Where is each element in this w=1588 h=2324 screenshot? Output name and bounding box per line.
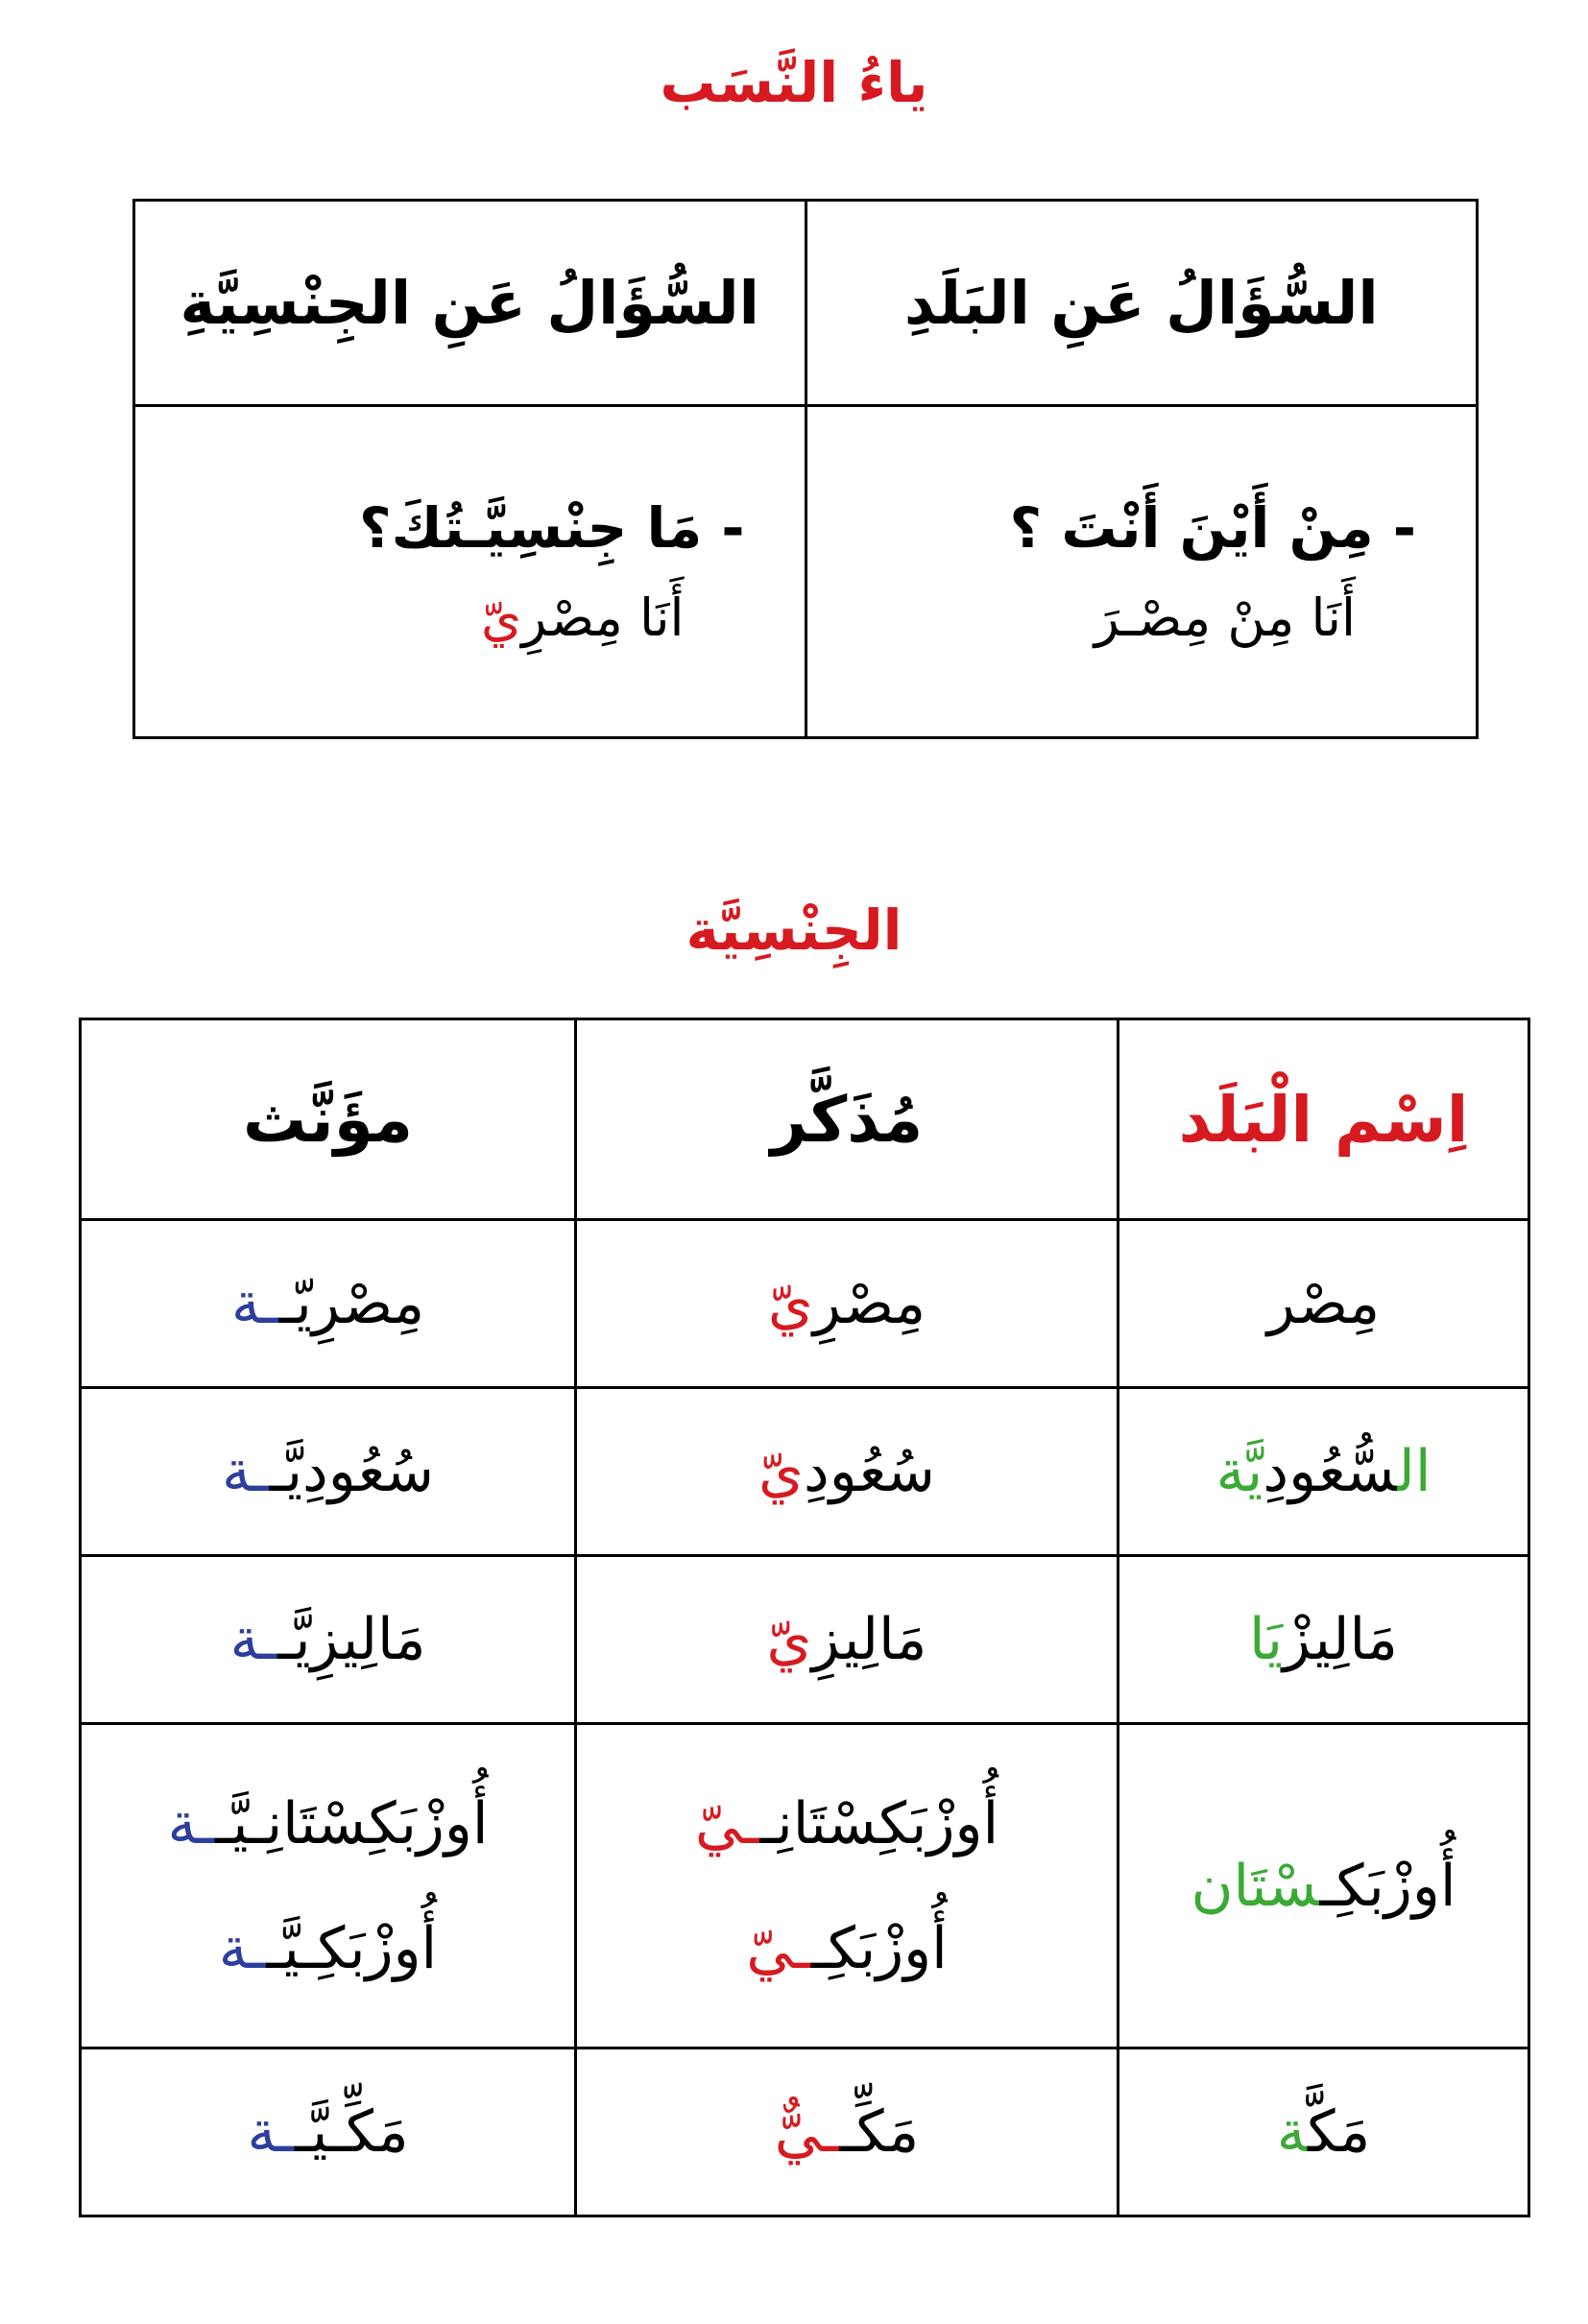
- word-base: مِصْرِ: [812, 1270, 926, 1337]
- word-suffix: ة: [1276, 2098, 1308, 2166]
- table-row: [81, 1724, 1529, 2048]
- nationality-table: [79, 1018, 1530, 2217]
- header-feminine: مؤَنَّث: [81, 1019, 576, 1220]
- word-suffix: ـة: [229, 1606, 278, 1673]
- section-title-nisba: ياءُ النَّسَب: [660, 50, 928, 115]
- country-cell: [1119, 2048, 1529, 2216]
- country-cell: [1119, 1724, 1529, 2048]
- word-suffix: ـة: [167, 1789, 216, 1857]
- word-suffix: يّ: [766, 1606, 812, 1673]
- word-base: أُوزْبَكِـيَّـ: [266, 1914, 438, 1982]
- nationality-dialogue-cell: [134, 406, 806, 738]
- word-suffix: يّ: [758, 1438, 805, 1505]
- word-base: مَكِّـيَّـ: [295, 2098, 409, 2166]
- word-prefix: ال: [1397, 1438, 1432, 1505]
- masculine-cell: [576, 1724, 1119, 2048]
- word-suffix: سْتَان: [1191, 1852, 1320, 1920]
- word-base: مَالِيزِ: [811, 1606, 927, 1673]
- masculine-cell: [576, 2048, 1119, 2216]
- table-row: [81, 2048, 1529, 2216]
- country-cell: [1119, 1220, 1529, 1388]
- feminine-cell: [81, 2048, 576, 2216]
- word-form: [82, 1914, 574, 1982]
- section-title-nationality: الجِنْسِيَّة: [686, 898, 902, 963]
- table-row: [81, 1220, 1529, 1388]
- feminine-cell: [81, 1388, 576, 1556]
- nationality-answer: [135, 587, 805, 648]
- word-suffix: يّ: [767, 1270, 813, 1337]
- word-base: مَالِيزِيَّـ: [277, 1606, 426, 1673]
- country-cell: [1119, 1556, 1529, 1724]
- answer-base: أَنَا مِصْرِ: [521, 587, 685, 648]
- header-masculine: مُذَكَّر: [576, 1019, 1119, 1220]
- word-base: سُّعُودِ: [1263, 1438, 1398, 1505]
- answer-suffix: يّ: [481, 587, 522, 648]
- table-row: [81, 1556, 1529, 1724]
- word-suffix: يَّة: [1215, 1438, 1263, 1505]
- country-word: مِصْر: [1266, 1270, 1381, 1337]
- word-form: [577, 1789, 1117, 1857]
- feminine-cell: [81, 1220, 576, 1388]
- word-base: مِصْرِيّـ: [278, 1270, 425, 1337]
- country-cell: [1119, 1388, 1529, 1556]
- word-base: سُعُودِ: [804, 1438, 935, 1505]
- word-base: سُعُودِيَّـ: [269, 1438, 434, 1505]
- word-base: أُوزْبَكِسْتَانِـيَّـ: [215, 1789, 489, 1857]
- masculine-cell: [576, 1388, 1119, 1556]
- table-row: [81, 1388, 1529, 1556]
- masculine-cell: [576, 1556, 1119, 1724]
- country-question: - مِنْ أَيْنَ أَنْتَ ؟: [1009, 495, 1416, 561]
- country-dialogue-cell: [806, 406, 1478, 738]
- masculine-cell: [576, 1220, 1119, 1388]
- word-suffix: يَا: [1249, 1606, 1284, 1673]
- header-country-question: السُّؤَالُ عَنِ البَلَدِ: [806, 201, 1478, 406]
- word-base: أُوزْبَكِـ: [1319, 1852, 1456, 1920]
- word-suffix: ـة: [222, 1438, 270, 1505]
- word-base: مَالِيزْ: [1283, 1606, 1398, 1673]
- word-suffix: ـيٌّ: [774, 2098, 840, 2166]
- word-suffix: ـيّ: [746, 1914, 811, 1982]
- word-form: [577, 1914, 1117, 1982]
- question-table: [132, 199, 1479, 739]
- word-suffix: ـة: [230, 1270, 279, 1337]
- word-base: أُوزْبَكِـ: [810, 1914, 948, 1982]
- word-suffix: ـة: [218, 1914, 267, 1982]
- nationality-question: - مَا جِنْسِيَّـتُكَ؟: [359, 495, 745, 561]
- feminine-cell: [81, 1556, 576, 1724]
- feminine-cell: [81, 1724, 576, 2048]
- header-country-name: اِسْم الْبَلَد: [1119, 1019, 1529, 1220]
- word-base: مَكِّـ: [839, 2098, 920, 2166]
- country-answer: أَنَا مِنْ مِصْـرَ: [1094, 587, 1356, 648]
- word-base: أُوزْبَكِسْتَانِـ: [759, 1789, 999, 1857]
- header-nationality-question: السُّؤَالُ عَنِ الجِنْسِيَّةِ: [134, 201, 806, 406]
- word-suffix: ـيّ: [694, 1789, 760, 1857]
- word-form: [82, 1789, 574, 1857]
- word-suffix: ـة: [247, 2098, 296, 2166]
- word-base: مَكَّ: [1307, 2098, 1371, 2166]
